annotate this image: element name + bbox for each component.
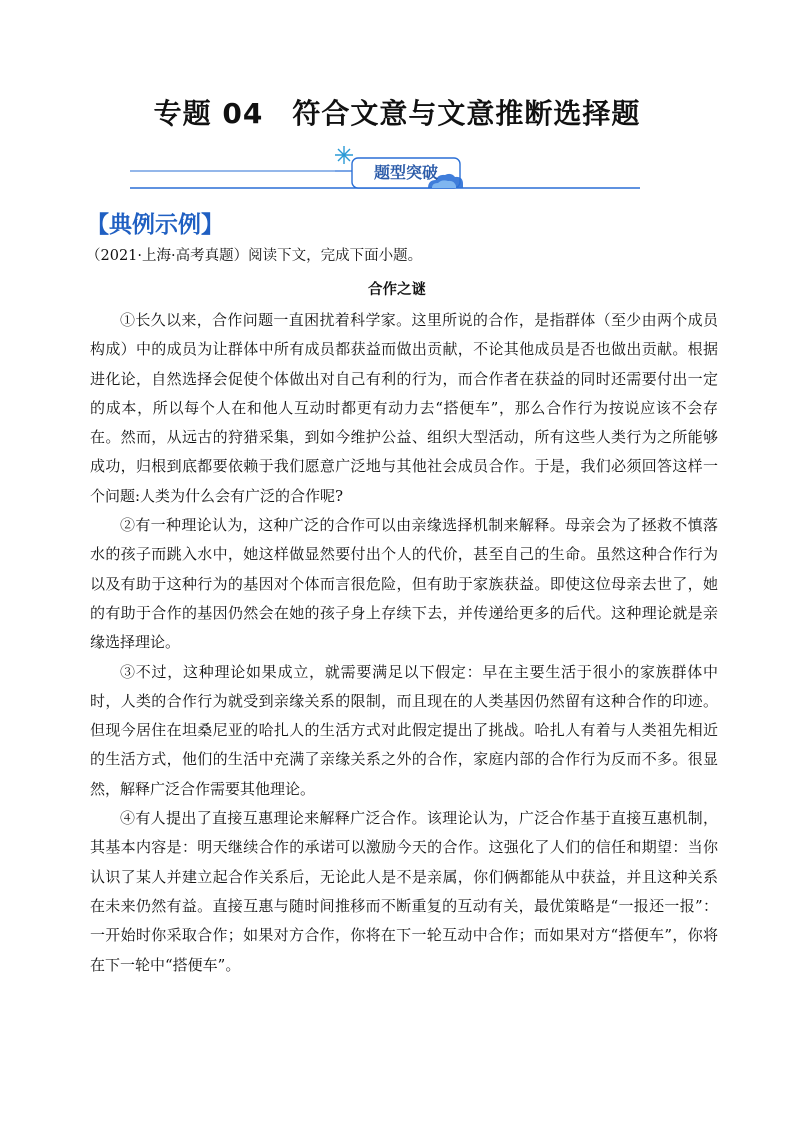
source-line: （2021·上海·高考真题）阅读下文，完成下面小题。 <box>86 248 423 264</box>
sparkle-icon <box>335 146 353 164</box>
paragraph-3: ③不过，这种理论如果成立，就需要满足以下假定：早在主要生活于很小的家族群体中时，人类的合作行为就受到亲缘关系的限制，而且现在的人类基因仍然留有这种合作的印迹。但现今居住在坦桑尼亚的哈扎人的生活方式对此假定提出了挑战。哈扎人有着与人类祖先相近的生活方式，他们的生活中充满了亲缘关系之外的合作，家庭内部的合作行为反而不多。很显然，解释广泛合作需要其他理论。 <box>90 662 718 798</box>
page-title: 专题 04 符合文意与文意推断选择题 <box>153 97 641 130</box>
paragraph-4: ④有人提出了直接互惠理论来解释广泛合作。该理论认为，广泛合作基于直接互惠机制，其基本内容是：明天继续合作的承诺可以激励今天的合作。这强化了人们的信任和期望：当你认识了某人并建立起合作关系后，无论此人是不是亲属，你们俩都能从中获益，并且这种关系在未来仍然有益。直接互惠与随时间推移而不断重复的互动有关，最优策略是“一报还一报”：一开始时你采取合作；如果对方合作，你将在下一轮互动中合作；而如果对方“搭便车”，你将在下一轮中“搭便车”。 <box>90 809 718 974</box>
paragraph-1: ①长久以来，合作问题一直困扰着科学家。这里所说的合作，是指群体（至少由两个成员构成）中的成员为让群体中所有成员都获益而做出贡献，不论其他成员是否也做出贡献。根据进化论，自然选择会促使个体做出对自己有利的行为，而合作者在获益的同时还需要付出一定的成本，所以每个人在和他人互动时都更有动力去“搭便车”，那么合作行为按说应该不会存在。然而，从远古的狩猎采集，到如今维护公益、组织大型活动，所有这些人类行为之所能够成功，归根到底都要依赖于我们愿意广泛地与其他社会成员合作。于是，我们必须回答这样一个问题:人类为什么会有广泛的合作呢? <box>90 311 718 505</box>
section-banner <box>130 144 640 194</box>
banner-label: 题型突破 <box>373 163 438 182</box>
paragraph-2: ②有一种理论认为，这种广泛的合作可以由亲缘选择机制来解释。母亲会为了拯救不慎落水的孩子而跳入水中，她这样做显然要付出个人的代价，甚至自己的生命。虽然这种合作行为以及有助于这种行为的基因对个体而言很危险，但有助于家族获益。即使这位母亲去世了，她的有助于合作的基因仍然会在她的孩子身上存续下去，并传递给更多的后代。这种理论就是亲缘选择理论。 <box>90 516 718 652</box>
article-body <box>90 306 718 980</box>
article-title: 合作之谜 <box>368 282 426 298</box>
section-heading: 【典例示例】 <box>86 212 224 238</box>
